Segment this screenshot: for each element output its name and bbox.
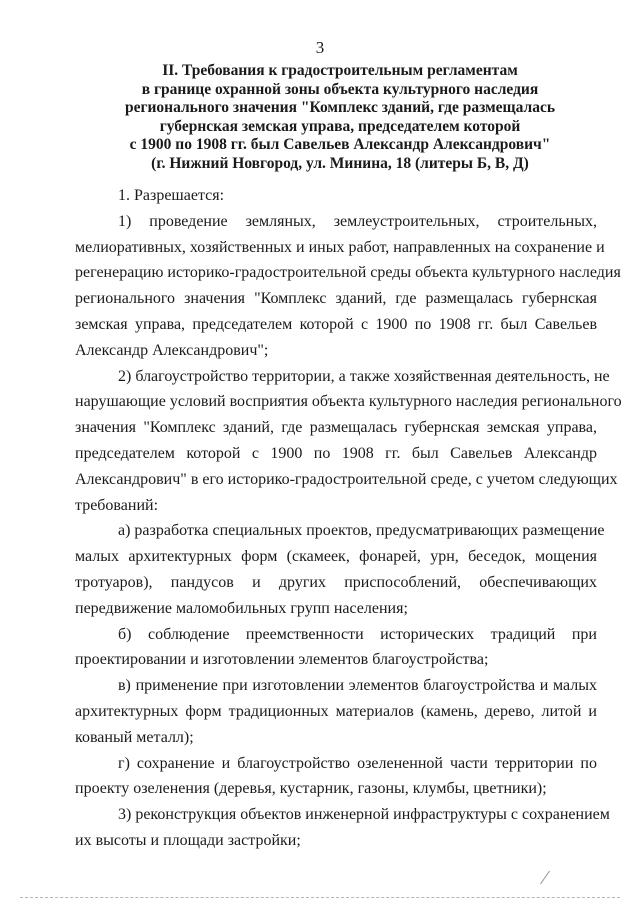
text-line: проектировании и изготовлении элементов благоустройства; — [75, 651, 489, 669]
text-line: регенерацию историко-градостроительной среды объекта культурного наследия — [75, 264, 621, 282]
paragraph-item-b — [75, 622, 597, 674]
text-line: архитектурных форм традиционных материалов (камень, дерево, литой и — [75, 702, 597, 720]
heading-line: губернская земская управа, председателем которой — [159, 117, 521, 135]
text-line: значения "Комплекс зданий, где размещалась губернская земская управа, — [75, 419, 597, 437]
text-line: б) соблюдение преемственности исторических традиций при — [118, 625, 597, 643]
text-line: земская управа, председателем которой с 1900 по 1908 гг. был Савельев — [75, 315, 597, 333]
text-line: мелиоративных, хозяйственных и иных работ, направленных на сохранение и — [75, 238, 605, 256]
paragraph-permitted — [75, 183, 597, 209]
document-body — [75, 183, 622, 854]
text-line: 1. Разрешается: — [118, 187, 225, 204]
text-line: нарушающие условий восприятия объекта культурного наследия регионального — [75, 393, 622, 411]
text-line: проекту озеленения (деревья, кустарник, газоны, клумбы, цветники); — [75, 780, 547, 798]
text-line: Александрович" в его историко-градостроительной среде, с учетом следующих — [75, 470, 618, 488]
text-line: 1) проведение земляных, землеустроительных, строительных, — [118, 212, 597, 230]
text-line: их высоты и площади застройки; — [75, 831, 301, 849]
text-line: а) разработка специальных проектов, предусматривающих размещение — [118, 522, 605, 540]
text-line: требований: — [75, 496, 159, 514]
text-line: регионального значения "Комплекс зданий, где размещалась губернская — [75, 290, 597, 308]
paragraph-item-g — [75, 751, 597, 803]
paragraph-item-1 — [75, 209, 621, 364]
text-line: малых архитектурных форм (скамеек, фонарей, урн, беседок, мощения — [75, 548, 597, 566]
paragraph-item-2 — [75, 364, 622, 519]
heading-line: в границе охранной зоны объекта культурного наследия — [141, 80, 539, 98]
section-heading — [90, 62, 590, 174]
heading-line: регионального значения "Комплекс зданий, где размещалась — [124, 99, 556, 117]
heading-line: II. Требования к градостроительным регламентам — [162, 62, 518, 79]
text-line: кованый металл); — [75, 728, 194, 746]
heading-line: с 1900 по 1908 гг. был Савельев Александр Александрович" — [129, 136, 551, 154]
text-line: председателем которой с 1900 по 1908 гг. был Савельев Александр — [75, 444, 597, 462]
paragraph-item-a — [75, 518, 605, 621]
text-line: в) применение при изготовлении элементов благоустройства и малых — [118, 677, 597, 695]
text-line: 3) реконструкция объектов инженерной инфраструктуры с сохранением — [118, 806, 610, 824]
paragraph-item-3 — [75, 802, 610, 854]
text-line: 2) благоустройство территории, а также хозяйственная деятельность, не — [118, 367, 610, 385]
text-line: передвижение маломобильных групп населения; — [75, 599, 408, 617]
paragraph-item-v — [75, 673, 597, 750]
text-line: г) сохранение и благоустройство озелененной части территории по — [118, 754, 597, 772]
scan-edge-line — [20, 897, 620, 898]
scan-mark — [540, 871, 550, 885]
heading-line: (г. Нижний Новгород, ул. Минина, 18 (литеры Б, В, Д) — [151, 154, 529, 172]
text-line: тротуаров), пандусов и других приспособлений, обеспечивающих — [75, 573, 597, 591]
text-line: Александр Александрович"; — [75, 341, 269, 359]
page-number: 3 — [315, 38, 325, 57]
